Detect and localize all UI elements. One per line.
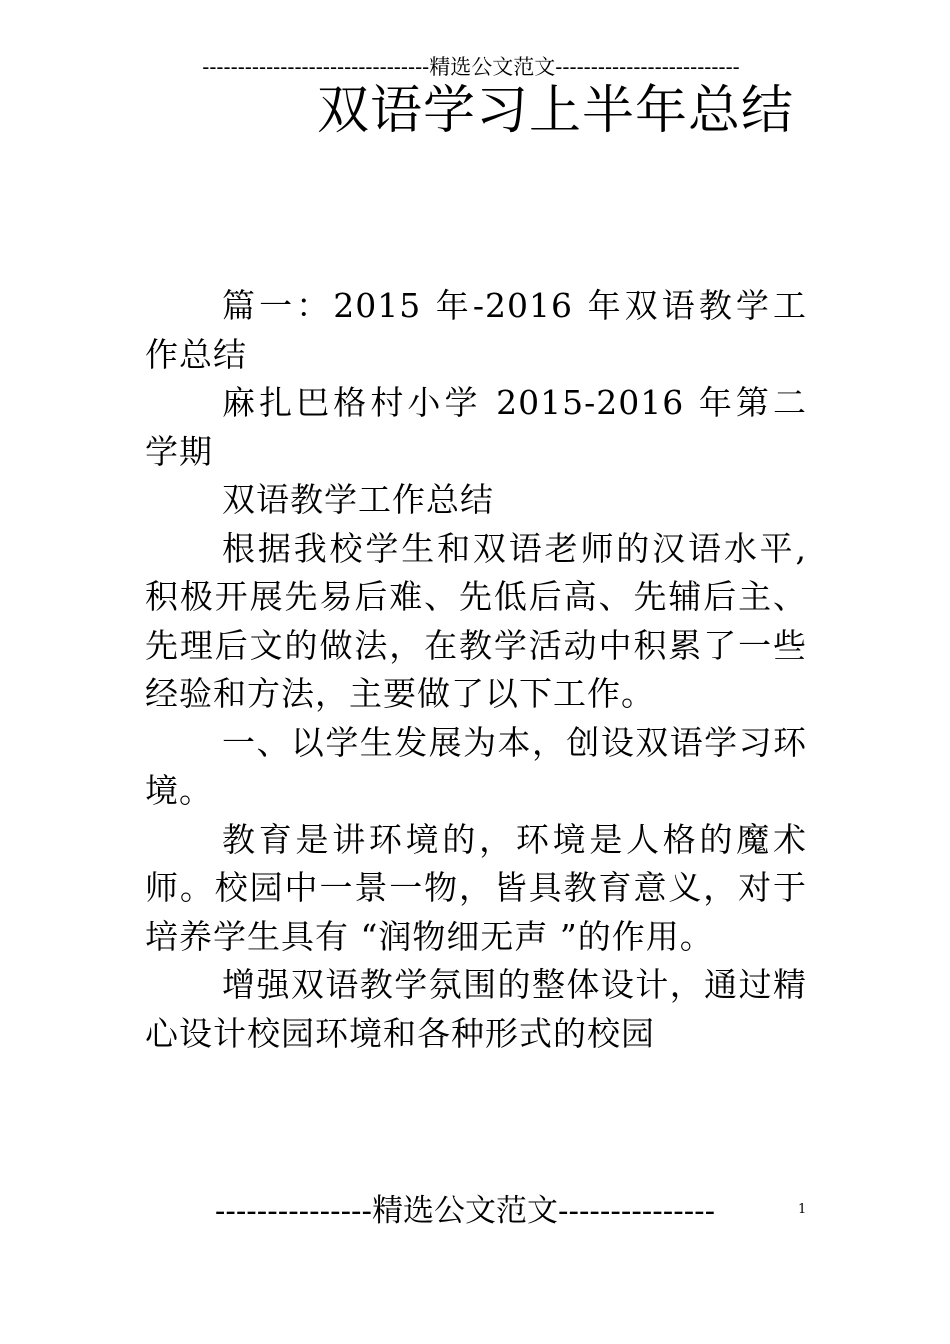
header-watermark: --------------------------------精选公文范文--------------------------	[202, 55, 740, 79]
document-body	[145, 282, 807, 1058]
paragraph-section-heading: 篇一：2015 年-2016 年双语教学工作总结	[145, 286, 807, 374]
paragraph-intro: 根据我校学生和双语老师的汉语水平,积极开展先易后难、先低后高、先辅后主、先理后文的做法，在教学活动中积累了一些经验和方法，主要做了以下工作。	[145, 528, 807, 713]
paragraph-subtitle: 双语教学工作总结	[222, 480, 494, 519]
document-title: 双语学习上半年总结	[317, 81, 795, 141]
paragraph-design: 增强双语教学氛围的整体设计，通过精心设计校园环境和各种形式的校园	[145, 965, 807, 1053]
page-number: 1	[798, 1202, 807, 1217]
paragraph-school-term: 麻扎巴格村小学 2015-2016 年第二学期	[145, 383, 807, 471]
paragraph-environment: 教育是讲环境的，环境是人格的魔术师。校园中一景一物，皆具教育意义，对于培养学生具有 “润物细无声 ”的作用。	[145, 819, 807, 956]
footer-watermark: ---------------精选公文范文---------------	[214, 1193, 716, 1229]
paragraph-point-one: 一、以学生发展为本，创设双语学习环境。	[145, 722, 807, 810]
